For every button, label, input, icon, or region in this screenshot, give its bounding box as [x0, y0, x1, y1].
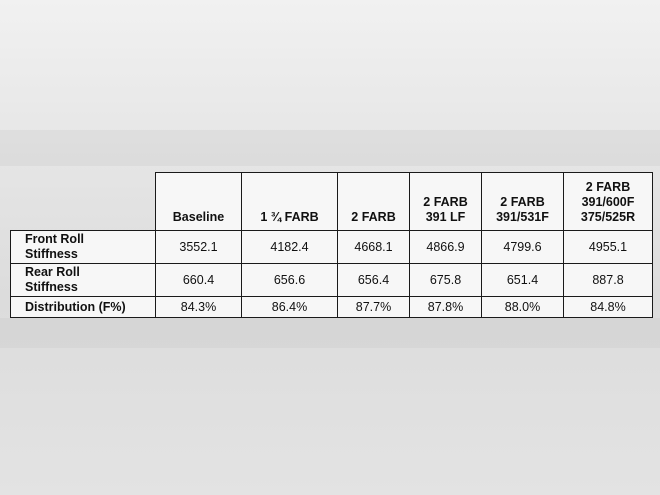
- header-text: 2 FARB: [351, 210, 396, 224]
- header-cell: [156, 173, 242, 231]
- header-cell: [338, 173, 410, 231]
- roll-stiffness-table: [10, 172, 653, 318]
- row-label-text: Front Roll: [25, 232, 85, 246]
- table-cell: 4866.9: [410, 231, 482, 264]
- header-text: 391 LF: [425, 210, 466, 224]
- scan-shadow-band: [0, 318, 660, 348]
- table-cell: 84.3%: [156, 297, 242, 318]
- table-cell: 4799.6: [482, 231, 564, 264]
- table-cell: 656.4: [338, 264, 410, 297]
- header-text: 2 FARB: [500, 195, 545, 209]
- row-label-text: Stiffness: [25, 280, 78, 294]
- header-text: 2 FARB: [423, 195, 468, 209]
- table-cell: 887.8: [564, 264, 653, 297]
- table-cell: 4668.1: [338, 231, 410, 264]
- header-cell: [482, 173, 564, 231]
- header-cell: [410, 173, 482, 231]
- header-cell-empty: [11, 173, 156, 231]
- table-cell: 675.8: [410, 264, 482, 297]
- table-cell: 660.4: [156, 264, 242, 297]
- header-cell: [242, 173, 338, 231]
- header-text: 391/531F: [496, 210, 549, 224]
- table-cell: 88.0%: [482, 297, 564, 318]
- table-cell: 656.6: [242, 264, 338, 297]
- row-label-text: Rear Roll: [25, 265, 80, 279]
- scan-shadow-band: [0, 130, 660, 166]
- table-cell: 3552.1: [156, 231, 242, 264]
- table-row: [11, 297, 653, 318]
- table-cell: 651.4: [482, 264, 564, 297]
- header-cell: [564, 173, 653, 231]
- table-cell: 84.8%: [564, 297, 653, 318]
- row-label: Distribution (F%): [11, 297, 156, 318]
- table-row: [11, 231, 653, 264]
- header-text: 1 ¾ FARB: [260, 210, 319, 224]
- header-text: 391/600F: [581, 195, 635, 209]
- header-text: Baseline: [172, 210, 225, 224]
- table-cell: 4182.4: [242, 231, 338, 264]
- row-label: [11, 264, 156, 297]
- row-label: [11, 231, 156, 264]
- table-cell: 4955.1: [564, 231, 653, 264]
- table-header-row: [11, 173, 653, 231]
- table-cell: 87.7%: [338, 297, 410, 318]
- table-row: [11, 264, 653, 297]
- table-cell: 87.8%: [410, 297, 482, 318]
- row-label-text: Stiffness: [25, 247, 78, 261]
- table-cell: 86.4%: [242, 297, 338, 318]
- header-text: 2 FARB: [585, 180, 631, 194]
- header-text: 375/525R: [580, 210, 636, 224]
